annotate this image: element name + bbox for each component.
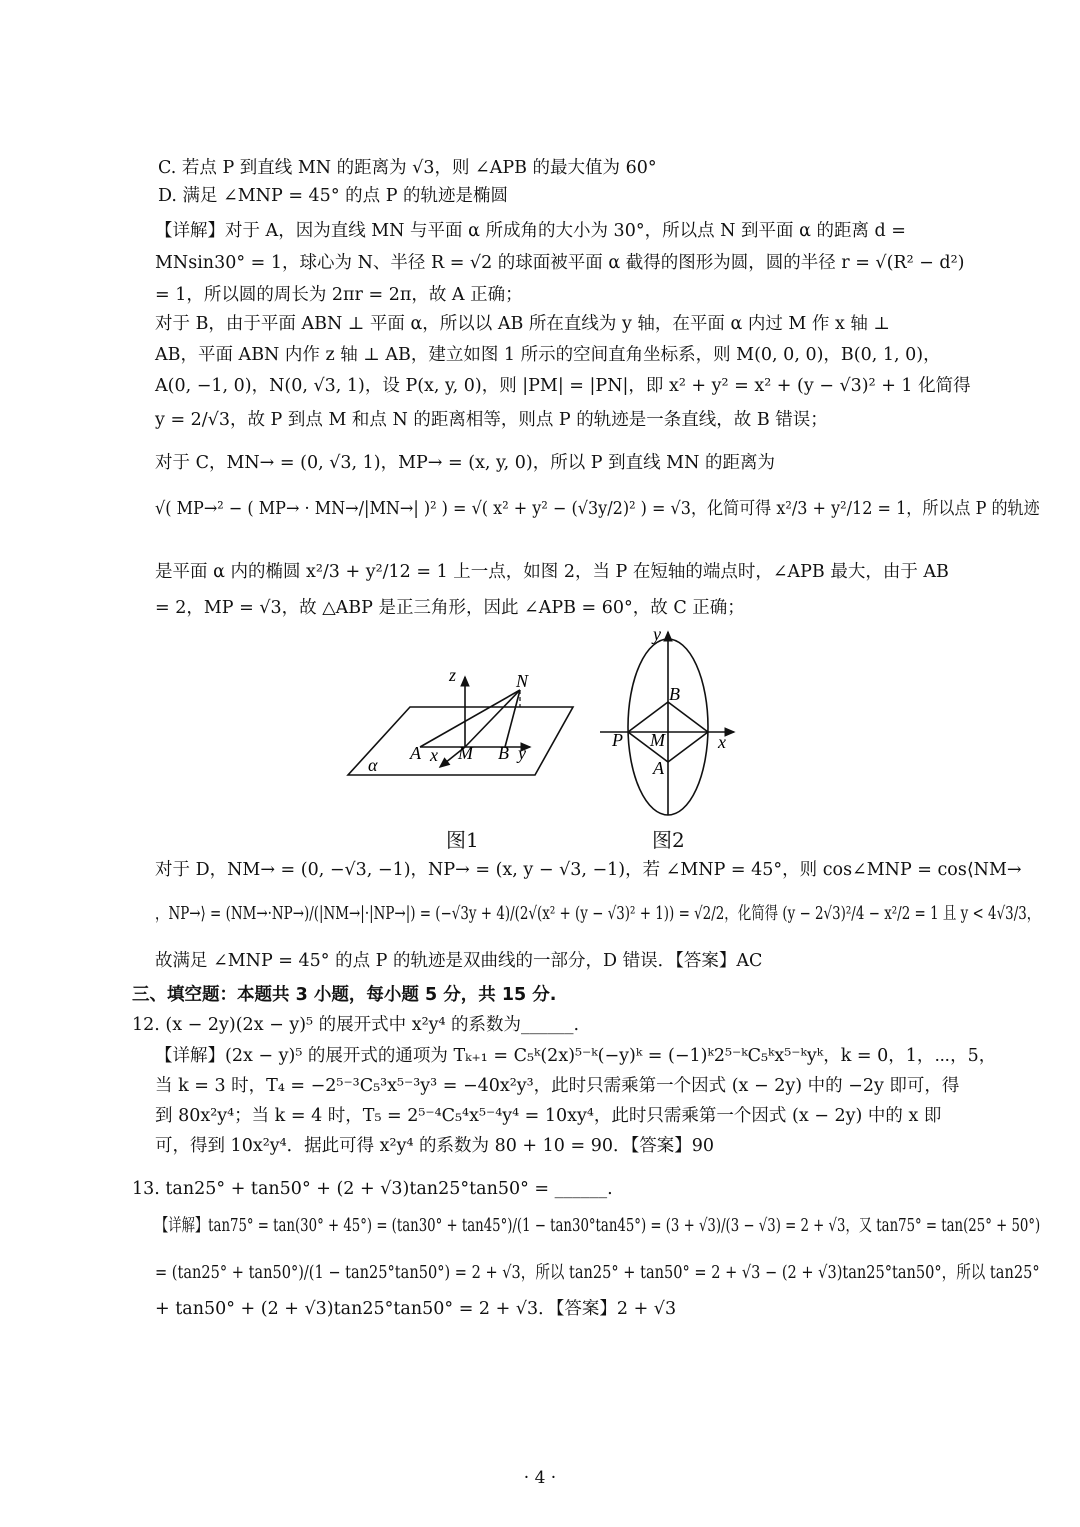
figure-1-diagram <box>340 655 585 785</box>
solution-line: 【详解】对于 A，因为直线 MN 与平面 α 所成角的大小为 30°，所以点 N 到平面 α 的距离 d = <box>155 221 906 241</box>
solution-line: AB，平面 ABN 内作 z 轴 ⊥ AB，建立如图 1 所示的空间直角坐标系，则 M(0, 0, 0)，B(0, 1, 0)， <box>155 345 941 365</box>
solution-line: = 2，MP = √3，故 △ABP 是正三角形，因此 ∠APB = 60°，故 C 正确； <box>155 598 745 618</box>
solution-line: y = 2/√3，故 P 到点 M 和点 N 的距离相等，则点 P 的轨迹是一条直线，故 B 错误； <box>155 410 828 430</box>
label-b: B <box>498 743 509 763</box>
page-number: · 4 · <box>523 1468 557 1488</box>
section-heading: 三、填空题：本题共 3 小题，每小题 5 分，共 15 分. <box>132 985 557 1005</box>
label-b: B <box>669 684 680 704</box>
label-m: M <box>458 743 473 763</box>
label-y: y <box>653 624 661 644</box>
solution-line: = 1，所以圆的周长为 2πr = 2π，故 A 正确； <box>155 285 523 305</box>
label-x: x <box>430 745 438 765</box>
solution-line: √( MP→² − ( MP→ · MN→/|MN→| )² ) = √( x² + y² − (√3y/2)² ) = √3，化简可得 x²/3 + y²/12 = 1，所以点 P 的轨迹 <box>155 499 1040 519</box>
figure-1-caption: 图1 <box>446 828 479 852</box>
solution-line: 可，得到 10x²y⁴．据此可得 x²y⁴ 的系数为 80 + 10 = 90．【答案】90 <box>155 1136 714 1156</box>
solution-line: = (tan25° + tan50°)/(1 − tan25°tan50°) = 2 + √3，所以 tan25° + tan50° = 2 + √3 − (2 + √3)tan25°tan50°，所以 tan25° <box>155 1263 1040 1283</box>
solution-line: 【详解】(2x − y)⁵ 的展开式的通项为 Tₖ₊₁ = C₅ᵏ(2x)⁵⁻ᵏ(−y)ᵏ = (−1)ᵏ2⁵⁻ᵏC₅ᵏx⁵⁻ᵏyᵏ，k = 0，1，⋯，5， <box>155 1046 997 1066</box>
label-a: A <box>410 743 421 763</box>
solution-line: 【详解】tan75° = tan(30° + 45°) = (tan30° + tan45°)/(1 − tan30°tan45°) = (3 + √3)/(3 − √3) = 2 + √3，又 tan75° = tan(25° + 50°) <box>155 1216 1041 1236</box>
solution-line: 对于 C，MN→ = (0, √3, 1)，MP→ = (x, y, 0)，所以 P 到直线 MN 的距离为 <box>155 453 775 473</box>
label-y: y <box>518 743 526 763</box>
label-alpha: α <box>368 755 378 775</box>
figure-2-caption: 图2 <box>652 828 685 852</box>
solution-line: 对于 B，由于平面 ABN ⊥ 平面 α，所以以 AB 所在直线为 y 轴，在平面 α 内过 M 作 x 轴 ⊥ <box>155 314 890 334</box>
solution-line: ，NP→⟩ = (NM→·NP→)/(|NM→|·|NP→|) = (−√3y + 4)/(2√(x² + (y − √3)² + 1)) = √2/2，化简得 (y − 2√3)²/4 − x²/2 = 1 且 y < 4√3/3， <box>155 904 1041 924</box>
option-d: D. 满足 ∠MNP = 45° 的点 P 的轨迹是椭圆 <box>158 186 509 206</box>
solution-line: 到 80x²y⁴；当 k = 4 时，T₅ = 2⁵⁻⁴C₅⁴x⁵⁻⁴y⁴ = 10xy⁴，此时只需乘第一个因式 (x − 2y) 中的 x 即 <box>155 1106 942 1126</box>
question-13: 13. tan25° + tan50° + (2 + √3)tan25°tan50° = ______. <box>132 1179 613 1199</box>
solution-line: 当 k = 3 时，T₄ = −2⁵⁻³C₅³x⁵⁻³y³ = −40x²y³，此时只需乘第一个因式 (x − 2y) 中的 −2y 即可，得 <box>155 1076 960 1096</box>
label-a: A <box>653 758 664 778</box>
solution-line: 对于 D，NM→ = (0, −√3, −1)，NP→ = (x, y − √3, −1)，若 ∠MNP = 45°，则 cos∠MNP = cos⟨NM→ <box>155 860 1022 880</box>
solution-line: 故满足 ∠MNP = 45° 的点 P 的轨迹是双曲线的一部分，D 错误．【答案】AC <box>155 951 763 971</box>
figure-2-diagram <box>598 620 748 820</box>
segment-an <box>420 690 520 747</box>
solution-line: 是平面 α 内的椭圆 x²/3 + y²/12 = 1 上一点，如图 2，当 P 在短轴的端点时，∠APB 最大，由于 AB <box>155 562 949 582</box>
plane-alpha <box>348 707 573 775</box>
label-m: M <box>650 730 665 750</box>
solution-line: + tan50° + (2 + √3)tan25°tan50° = 2 + √3．【答案】2 + √3 <box>155 1299 677 1319</box>
solution-line: A(0, −1, 0)，N(0, √3, 1)，设 P(x, y, 0)，则 |PM| = |PN|，即 x² + y² = x² + (y − √3)² + 1 化简得 <box>155 376 971 396</box>
solution-line: MNsin30° = 1，球心为 N、半径 R = √2 的球面被平面 α 截得的图形为圆，圆的半径 r = √(R² − d²) <box>155 253 965 273</box>
option-c: C. 若点 P 到直线 MN 的距离为 √3，则 ∠APB 的最大值为 60° <box>158 158 657 178</box>
question-12: 12. (x − 2y)(2x − y)⁵ 的展开式中 x²y⁴ 的系数为______. <box>132 1015 580 1035</box>
label-z: z <box>449 665 457 685</box>
label-p: P <box>612 730 623 750</box>
label-x: x <box>718 732 726 752</box>
label-n: N <box>516 671 529 691</box>
